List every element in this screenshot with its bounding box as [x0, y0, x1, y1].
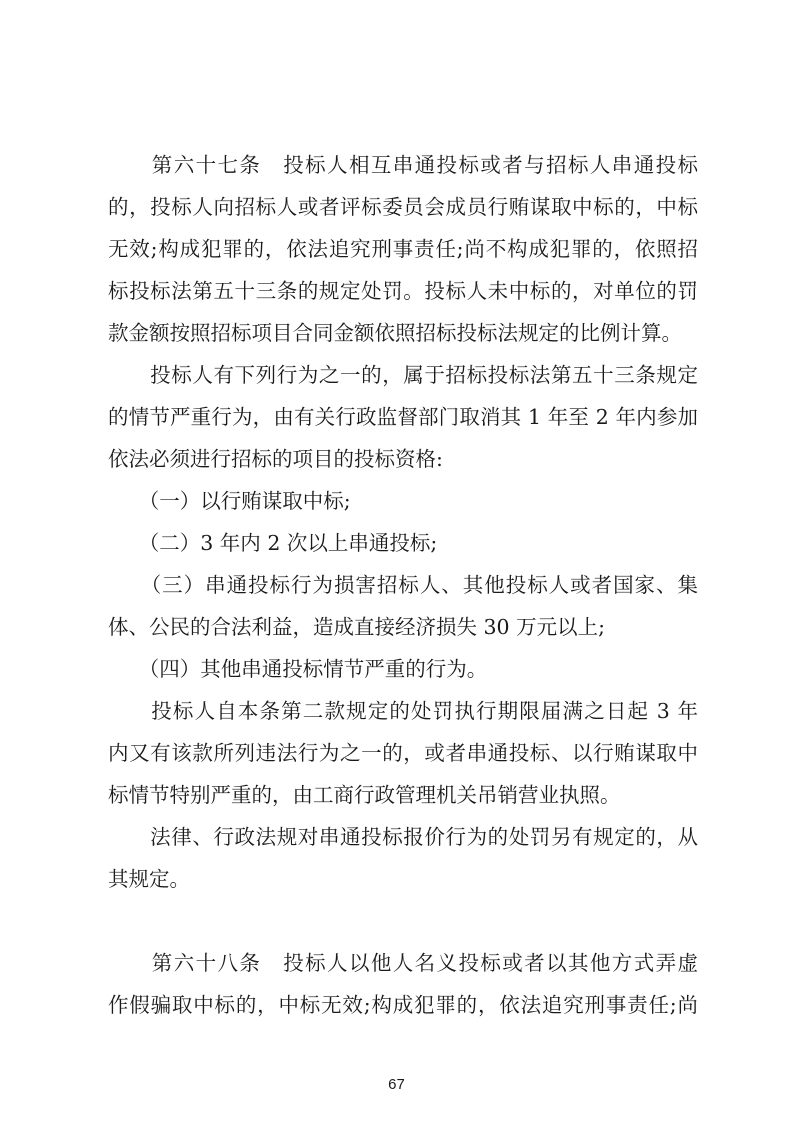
list-item-3-continued: 体、公民的合法利益，造成直接经济损失 30 万元以上;	[108, 615, 606, 639]
paragraph-other-regulations-line: 法律、行政法规对串通投标报价行为的处罚另有规定的，从	[108, 825, 698, 849]
paragraph-license-revocation-line: 投标人自本条第二款规定的处罚执行期限届满之日起 3 年	[108, 699, 698, 723]
list-item-4: （四）其他串通投标情节严重的行为。	[108, 657, 488, 681]
article-68-heading-line: 第六十八条 投标人以他人名义投标或者以其他方式弄虚	[108, 951, 698, 975]
text-line: 内又有该款所列违法行为之一的，或者串通投标、以行贿谋取中	[108, 741, 698, 765]
text-line: 款金额按照招标项目合同金额依照招标投标法规定的比例计算。	[108, 321, 682, 345]
list-item-2: （二）3 年内 2 次以上串通投标;	[108, 531, 438, 555]
text-line: 标情节特别严重的，由工商行政管理机关吊销营业执照。	[108, 783, 621, 807]
text-line: 标投标法第五十三条的规定处罚。投标人未中标的，对单位的罚	[108, 279, 698, 303]
text-line: 的，投标人向招标人或者评标委员会成员行贿谋取中标的，中标	[108, 195, 698, 219]
text-line: 无效;构成犯罪的，依法追究刑事责任;尚不构成犯罪的，依照招	[108, 237, 698, 261]
text-line: 作假骗取中标的，中标无效;构成犯罪的，依法追究刑事责任;尚	[108, 993, 698, 1017]
page-number: 67	[388, 1076, 405, 1093]
list-item-3: （三）串通投标行为损害招标人、其他投标人或者国家、集	[108, 573, 698, 597]
text-line: 依法必须进行招标的项目的投标资格:	[108, 447, 443, 471]
article-67-heading-line: 第六十七条 投标人相互串通投标或者与招标人串通投标	[108, 153, 698, 177]
text-line: 的情节严重行为，由有关行政监督部门取消其 1 年至 2 年内参加	[108, 405, 698, 429]
paragraph-serious-circumstances-line: 投标人有下列行为之一的，属于招标投标法第五十三条规定	[108, 363, 698, 387]
text-line: 其规定。	[108, 867, 190, 891]
list-item-1: （一）以行贿谋取中标;	[108, 489, 351, 513]
